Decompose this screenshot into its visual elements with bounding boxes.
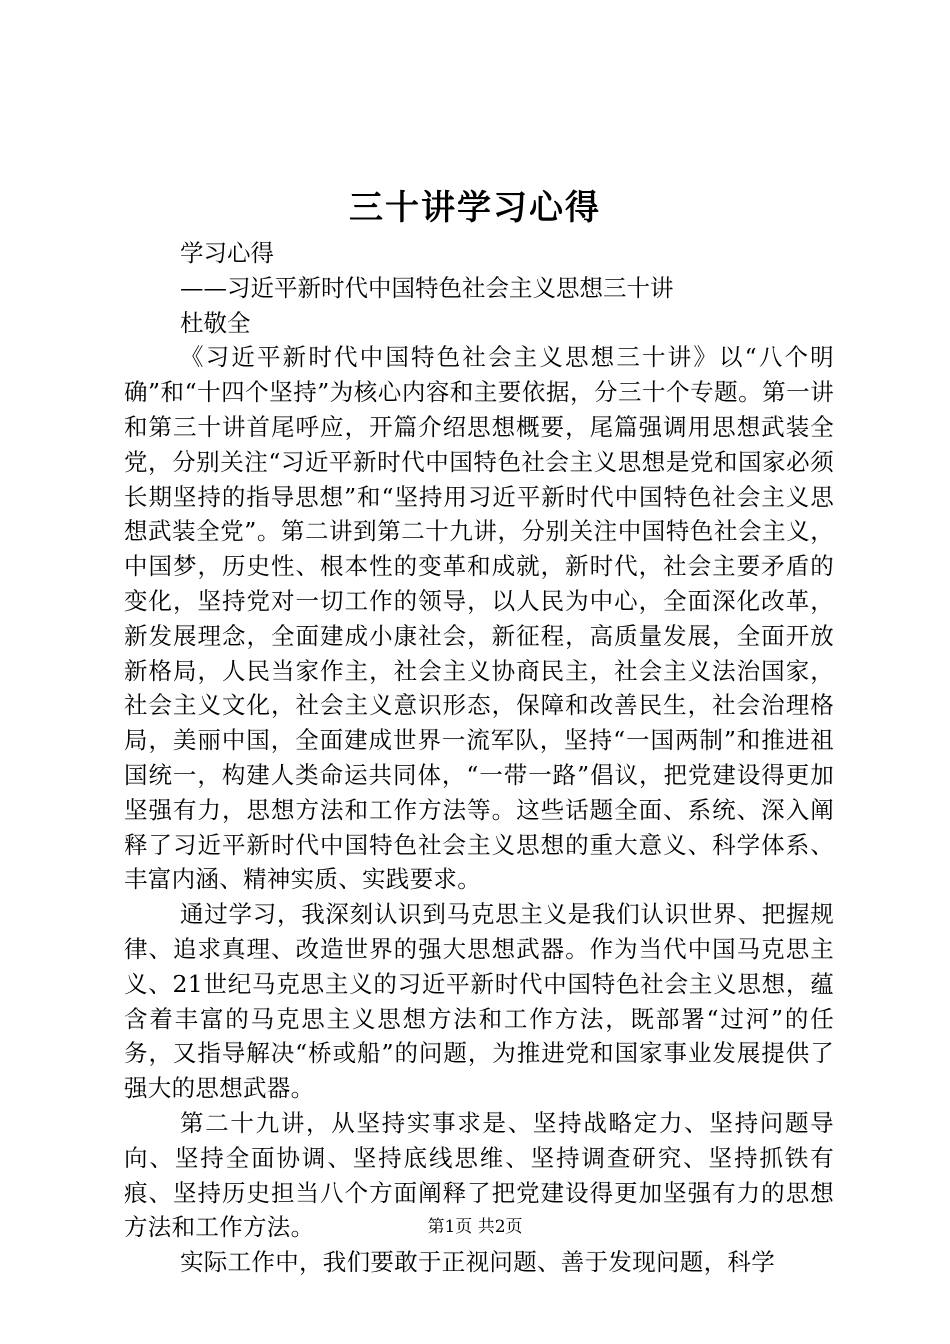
header-line-label: 学习心得 <box>180 239 274 267</box>
page-number-footer: 第1页 共2页 <box>427 1217 523 1237</box>
document-body <box>124 236 834 1280</box>
body-paragraph-3: 第二十九讲，从坚持实事求是、坚持战略定力、坚持问题导向、坚持全面协调、坚持底线思维、坚持调查研究、坚持抓铁有痕、坚持历史担当八个方面阐释了把党建设得更加坚强有力的思想方法和工作方法。 <box>124 1108 834 1242</box>
body-paragraph-1: 《习近平新时代中国特色社会主义思想三十讲》以“八个明确”和“十四个坚持”为核心内容和主要依据，分三十个专题。第一讲和第三十讲首尾呼应，开篇介绍思想概要，尾篇强调用思想武装全党，分别关注“习近平新时代中国特色社会主义思想是党和国家必须长期坚持的指导思想”和“坚持用习近平新时代中国特色社会主义思想武装全党”。第二讲到第二十九讲，分别关注中国特色社会主义，中国梦，历史性、根本性的变革和成就，新时代，社会主要矛盾的变化，坚持党对一切工作的领导，以人民为中心，全面深化改革，新发展理念，全面建成小康社会，新征程，高质量发展，全面开放新格局，人民当家作主，社会主义协商民主，社会主义法治国家，社会主义文化，社会主义意识形态，保障和改善民生，社会治理格局，美丽中国，全面建成世界一流军队，坚持“一国两制”和推进祖国统一，构建人类命运共同体，“一带一路”倡议，把党建设得更加坚强有力，思想方法和工作方法等。这些话题全面、系统、深入阐释了习近平新时代中国特色社会主义思想的重大意义、科学体系、丰富内涵、精神实质、实践要求。 <box>124 343 834 894</box>
document-title: 三十讲学习心得 <box>349 188 601 228</box>
body-paragraph-2: 通过学习，我深刻认识到马克思主义是我们认识世界、把握规律、追求真理、改造世界的强大思想武器。作为当代中国马克思主义、21世纪马克思主义的习近平新时代中国特色社会主义思想，蕴含着丰富的马克思主义思想方法和工作方法，既部署“过河”的任务，又指导解决“桥或船”的问题，为推进党和国家事业发展提供了强大的思想武器。 <box>124 900 834 1103</box>
body-paragraph-4: 实际工作中，我们要敢于正视问题、善于发现问题，科学 <box>180 1248 775 1277</box>
header-line-subtitle: ——习近平新时代中国特色社会主义思想三十讲 <box>180 273 674 302</box>
header-line-author: 杜敬全 <box>180 308 251 337</box>
